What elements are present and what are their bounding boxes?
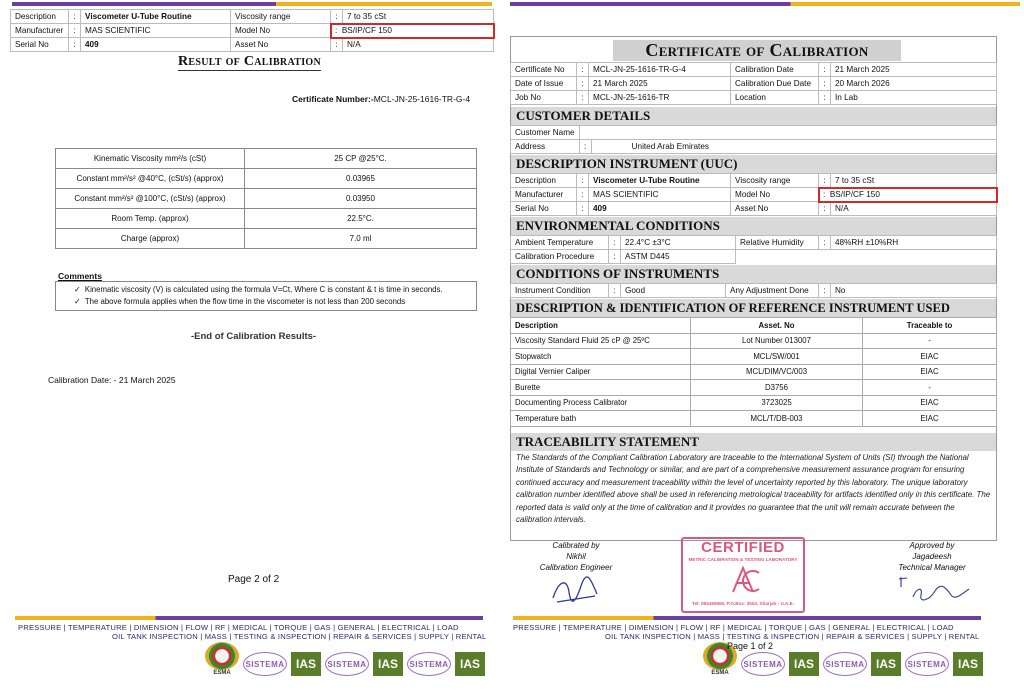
table-row: Manufacturer : MAS SCIENTIFIC Model No : BS/IP/CF 150	[511, 188, 997, 202]
reference-instrument-table	[510, 317, 997, 427]
esma-logo: ESMA	[205, 642, 239, 676]
table-row: Address : United Arab Emirates	[511, 140, 997, 154]
sistema-logo: SISTEMA	[325, 652, 369, 676]
footer-services-line2: OIL TANK INSPECTION | MASS | TESTING & INSPECTION | REPAIR & SERVICES | SUPPLY | RENTAL	[605, 632, 980, 641]
calibration-results-page	[0, 0, 497, 695]
table-row: Room Temp. (approx) 22.5°C.	[56, 209, 477, 229]
traceability-heading: TRACEABILITY STATEMENT	[510, 433, 997, 451]
conditions-heading: CONDITIONS OF INSTRUMENTS	[510, 265, 997, 283]
check-icon: ✓	[74, 285, 85, 294]
footer-services-line1: PRESSURE | TEMPERATURE | DIMENSION | FLOW | RF | MEDICAL | TORQUE | GAS | GENERAL | ELECTRICAL | LOAD	[513, 623, 954, 632]
ias-logo: IAS	[373, 652, 403, 676]
table-row: Temperature bath MCL/T/DB-003 EIAC	[511, 411, 997, 427]
certificate-number: Certificate Number:-MCL-JN-25-1616-TR-G-4	[292, 94, 471, 104]
table-row: Job No : MCL-JN-25-1616-TR Location : In Lab	[511, 91, 997, 105]
table-row: Serial No : 409 Asset No : N/A	[11, 38, 494, 52]
table-row: Description : Viscometer U-Tube Routine Viscosity range : 7 to 35 cSt	[511, 174, 997, 188]
results-table	[55, 148, 477, 249]
header-stripe	[12, 2, 492, 6]
table-row: Instrument Condition : Good Any Adjustment Done : No	[511, 284, 997, 298]
reference-instrument-heading: DESCRIPTION & IDENTIFICATION OF REFERENCE INSTRUMENT USED	[510, 299, 997, 317]
engineer-signature	[545, 574, 605, 608]
environment-table	[510, 235, 997, 264]
table-row: Documenting Process Calibrator 3723025 EIAC	[511, 395, 997, 411]
uuc-table	[510, 173, 997, 216]
environmental-heading: ENVIRONMENTAL CONDITIONS	[510, 217, 997, 235]
certificate-title: Certificate of Calibration	[613, 40, 901, 61]
check-icon: ✓	[74, 297, 85, 306]
customer-table	[510, 125, 997, 154]
table-row: Constant mm²/s² @40°C, (cSt/s) (approx) 0.03965	[56, 169, 477, 189]
traceability-statement: The Standards of the Compliant Calibration Laboratory are traceable to the International System of Units (SI) through the National Institute of Standards and Technology or similar, and are part of a comprehensive measurement assurance program for ensuring continued accuracy and measurement traceability within the level of uncertainty reported by this laboratory. The unique laboratory calibration number identified above shall be used in referencing metrological traceability for artifacts identified only in this certificate. The reported data is valid only at the time of calibration and it provides no guarantee that the unit will remain accurate between the calibration intervals.	[510, 451, 997, 527]
table-row: Description Asset. No Traceable to	[511, 318, 997, 334]
table-row: Charge (approx) 7.0 ml	[56, 229, 477, 249]
table-row: Digital Vernier Caliper MCL/DIM/VC/003 EIAC	[511, 364, 997, 380]
end-of-results: -End of Calibration Results-	[191, 331, 317, 342]
page-number: Page 1 of 2	[727, 641, 774, 651]
table-row: Burette D3756 -	[511, 380, 997, 396]
esma-logo: ESMA	[703, 642, 737, 676]
certificate-page	[505, 0, 1024, 695]
ias-logo: IAS	[291, 652, 321, 676]
table-row: Viscosity Standard Fluid 25 cP @ 25ºC Lot Number 013007 -	[511, 333, 997, 349]
certificate-info-table	[510, 62, 997, 105]
table-row: Date of Issue : 21 March 2025 Calibration Due Date : 20 March 2026	[511, 77, 997, 91]
certified-stamp: CERTIFIED METRIC CALIBRATION & TESTING LABORATORY Tel: 065455550, P.O.Box: 3504, Sharjah - U.A.E.	[681, 537, 805, 613]
page-number: Page 2 of 2	[228, 574, 280, 585]
instrument-header-table	[10, 9, 494, 52]
table-row: Serial No : 409 Asset No : N/A	[511, 202, 997, 216]
manager-signature	[895, 573, 975, 603]
sistema-logo: SISTEMA	[407, 652, 451, 676]
sistema-logo: SISTEMA	[741, 652, 785, 676]
ias-logo: IAS	[789, 652, 819, 676]
table-row: Ambient Temperature : 22.4°C ±3°C Relative Humidity : 48%RH ±10%RH	[511, 236, 997, 250]
footer-stripe	[15, 616, 483, 620]
calibration-date: Calibration Date: - 21 March 2025	[48, 375, 176, 385]
ias-logo: IAS	[871, 652, 901, 676]
table-row: Constant mm²/s² @100°C, (cSt/s) (approx) 0.03950	[56, 189, 477, 209]
accreditation-logos	[205, 642, 485, 676]
ias-logo: IAS	[953, 652, 983, 676]
customer-details-heading: CUSTOMER DETAILS	[510, 107, 997, 125]
table-row: Certificate No : MCL-JN-25-1616-TR-G-4 Calibration Date : 21 March 2025	[511, 63, 997, 77]
footer-stripe	[513, 616, 981, 620]
calibrated-by-block: Calibrated by Nikhil Calibration Engineer	[539, 541, 613, 572]
footer-services-line1: PRESSURE | TEMPERATURE | DIMENSION | FLOW | RF | MEDICAL | TORQUE | GAS | GENERAL | ELECTRICAL | LOAD	[18, 623, 459, 632]
sistema-logo: SISTEMA	[823, 652, 867, 676]
approved-by-block: Approved by Jagadeesh Technical Manager	[898, 541, 966, 572]
model-no-highlight: : BS/IP/CF 150	[819, 188, 997, 202]
table-row: Manufacturer : MAS SCIENTIFIC Model No : BS/IP/CF 150	[11, 24, 494, 38]
comments-heading: Comments	[58, 271, 102, 281]
model-no-highlight: : BS/IP/CF 150	[331, 24, 494, 38]
sistema-logo: SISTEMA	[905, 652, 949, 676]
header-stripe	[510, 2, 1020, 6]
results-title: Result of Calibration	[178, 54, 321, 69]
table-row: Calibration Procedure : ASTM D445	[511, 250, 997, 264]
list-item: ✓ Kinematic viscosity (V) is calculated using the formula V=Ct, Where C is constant & t is time in seconds.	[74, 285, 443, 294]
uuc-heading: DESCRIPTION INSTRUMENT (UUC)	[510, 155, 997, 173]
lab-logo-icon	[723, 564, 763, 596]
list-item: ✓ The above formula applies when the flow time in the viscometer is not less than 200 seconds	[74, 297, 406, 306]
table-row: Kinematic Viscosity mm²/s (cSt) 25 CP @25°C.	[56, 149, 477, 169]
comments-box	[55, 281, 477, 311]
table-row: Description : Viscometer U-Tube Routine Viscosity range : 7 to 35 cSt	[11, 10, 494, 24]
conditions-table	[510, 283, 997, 298]
sistema-logo: SISTEMA	[243, 652, 287, 676]
footer-services-line2: OIL TANK INSPECTION | MASS | TESTING & INSPECTION | REPAIR & SERVICES | SUPPLY | RENTAL	[112, 632, 487, 641]
table-row: Stopwatch MCL/SW/001 EIAC	[511, 349, 997, 365]
ias-logo: IAS	[455, 652, 485, 676]
table-row: Customer Name	[511, 126, 997, 140]
